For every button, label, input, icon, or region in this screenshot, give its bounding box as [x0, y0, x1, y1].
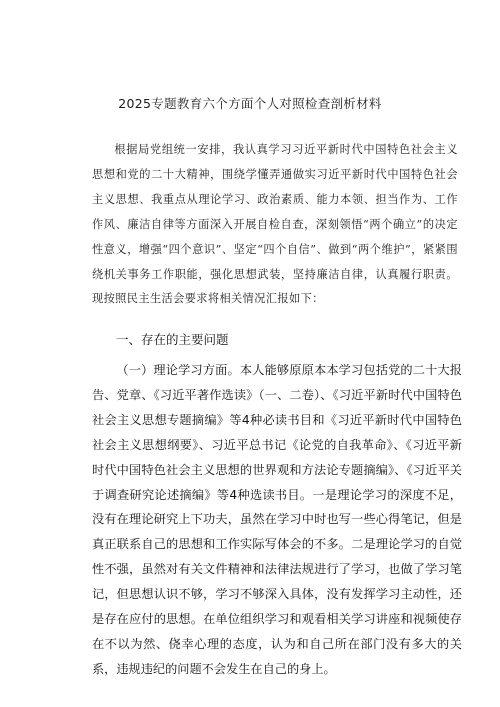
- section-paragraph-theory-study: （一）理论学习方面。本人能够原原本本学习包括党的二十大报告、党章、《习近平著作选读》（一、二卷）、《习近平新时代中国特色社会主义思想专题摘编》等4种必读书目和《习近平新时代中国特色社会主义思想纲要》、习近平总书记《论党的自我革命》、《习近平新时代中国特色社会主义思想的世界观和方法论专题摘编》、《习近平关于调查研究论述摘编》等4种选读书目。一是理论学习的深度不足，没有在理论研究上下功夫，虽然在学习中时也写一些心得笔记，但是真正联系自己的思想和工作实际写体会的不多。二是理论学习的自觉性不强，虽然对有关文件精神和法律法规进行了学习，也做了学习笔记，但思想认识不够，学习不够深入具体，没有发挥学习主动性，还是存在应付的思想。在单位组织学习和观看相关学习讲座和视频使存在不以为然、侥幸心理的态度，认为和自己所在部门没有多大的关系，违规违纪的问题不会发生在自己的身上。: [92, 363, 462, 676]
- section-heading-problems: 一、存在的主要问题: [116, 332, 229, 347]
- document-title: 2025专题教育六个方面个人对照检查剖析材料: [118, 96, 382, 111]
- intro-paragraph: 根据局党组统一安排，我认真学习习近平新时代中国特色社会主义思想和党的二十大精神，围绕学懂弄通做实习近平新时代中国特色社会主义思想、我重点从理论学习、政治素质、能力本领、担当作为、工作作风、廉洁自律等方面深入开展自检自查，深刻领悟“两个确立”的决定性意义，增强“四个意识”、坚定“四个自信”、做到“两个维护”，紧紧围绕机关事务工作职能，强化思想武装，坚持廉洁自律，认真履行职责。现按照民主生活会要求将相关情况汇报如下：: [92, 143, 458, 306]
